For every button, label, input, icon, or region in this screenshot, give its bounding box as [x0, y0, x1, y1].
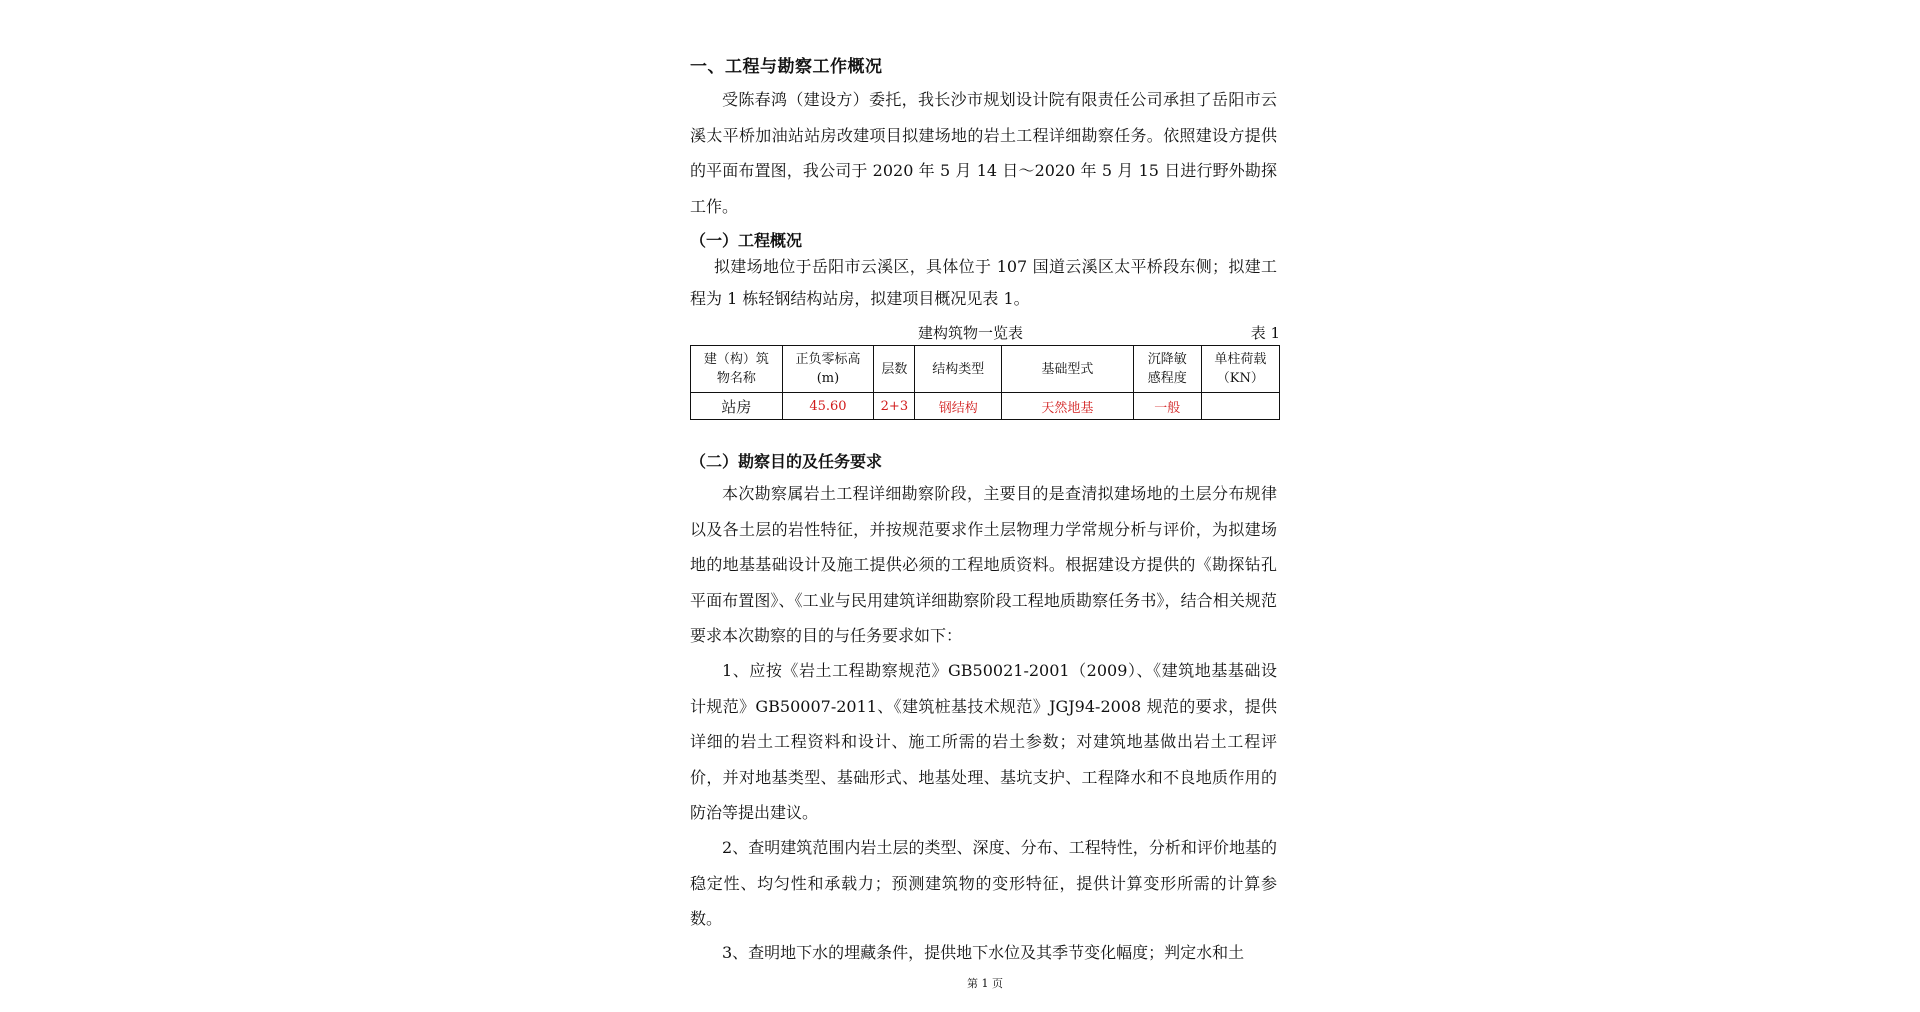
paragraph-survey-purpose: 本次勘察属岩土工程详细勘察阶段，主要目的是查清拟建场地的土层分布规律以及各土层的岩性特征，并按规范要求作土层物理力学常规分析与评价，为拟建场地的地基基础设计及施工提供必须的工程地质资料。根据建设方提供的《勘探钻孔平面布置图》、《工业与民用建筑详细勘察阶段工程地质勘察任务书》，结合相关规范要求本次勘察的目的与任务要求如下： — [690, 484, 1277, 645]
paragraph-site-location: 拟建场地位于岳阳市云溪区，具体位于 107 国道云溪区太平桥段东侧；拟建工程为 1 栋轻钢结构站房，拟建项目概况见表 1。 — [690, 257, 1277, 308]
header-cell-foundation-type: 基础型式 — [1001, 346, 1133, 393]
subsection-heading-purpose: （二）勘察目的及任务要求 — [690, 452, 883, 471]
cell-floors: 2+3 — [874, 393, 915, 420]
document-page — [690, 0, 1280, 1012]
page-number: 第 1 页 — [967, 977, 1003, 990]
header-cell-column-load: 单柱荷载 （KN） — [1201, 346, 1279, 393]
cell-foundation-type: 天然地基 — [1001, 393, 1133, 420]
table-header-row — [691, 346, 1280, 393]
table-title: 建构筑物一览表 — [918, 324, 1024, 342]
section-heading-overview: 一、工程与勘察工作概况 — [690, 57, 883, 77]
cell-elevation: 45.60 — [782, 393, 874, 420]
header-cell-floors: 层数 — [874, 346, 915, 393]
table-caption — [690, 322, 1280, 342]
header-cell-structure-type: 结构类型 — [915, 346, 1001, 393]
building-table — [690, 345, 1280, 420]
cell-building-name: 站房 — [691, 393, 783, 420]
cell-structure-type: 钢结构 — [915, 393, 1001, 420]
table-number: 表 1 — [1250, 324, 1280, 342]
paragraph-commission: 受陈春鸿（建设方）委托，我长沙市规划设计院有限责任公司承担了岳阳市云溪太平桥加油站站房改建项目拟建场地的岩土工程详细勘察任务。依照建设方提供的平面布置图，我公司于 2020 年 5 月 14 日～2020 年 5 月 15 日进行野外勘探工作。 — [690, 90, 1277, 216]
paragraph-requirement-3: 3、查明地下水的埋藏条件，提供地下水位及其季节变化幅度；判定水和土 — [722, 943, 1245, 962]
paragraph-requirement-2: 2、查明建筑范围内岩土层的类型、深度、分布、工程特性，分析和评价地基的稳定性、均匀性和承载力；预测建筑物的变形特征，提供计算变形所需的计算参数。 — [690, 838, 1277, 928]
paragraph-requirement-1: 1、应按《岩土工程勘察规范》GB50021-2001（2009）、《建筑地基基础设计规范》GB50007-2011、《建筑桩基技术规范》JGJ94-2008 规范的要求，提供详细的岩土工程资料和设计、施工所需的岩土参数；对建筑地基做出岩土工程评价，并对地基类型、基础形式、地基处理、基坑支护、工程降水和不良地质作用的防治等提出建议。 — [690, 661, 1277, 822]
header-cell-building-name: 建（构）筑 物名称 — [691, 346, 783, 393]
cell-settlement-sensitivity: 一般 — [1133, 393, 1201, 420]
header-cell-settlement-sensitivity: 沉降敏 感程度 — [1133, 346, 1201, 393]
header-cell-elevation: 正负零标高 (m) — [782, 346, 874, 393]
subsection-heading-project-overview: （一）工程概况 — [690, 231, 803, 250]
cell-column-load — [1201, 393, 1279, 420]
table-row — [691, 393, 1280, 420]
